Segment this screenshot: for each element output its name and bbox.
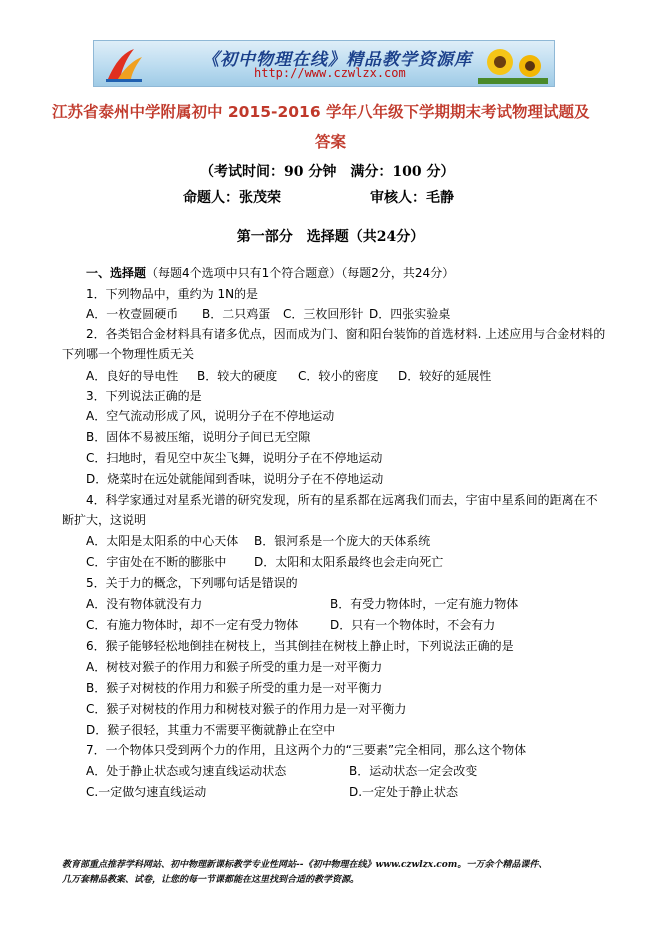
q6-option-a: A．树枝对猴子的作用力和猴子所受的重力是一对平衡力	[86, 660, 383, 674]
q2-option-c: C．较小的密度	[298, 369, 379, 383]
q2-option-b: B．较大的硬度	[197, 369, 278, 383]
page-footer	[62, 858, 602, 888]
q4-option-b: B．银河系是一个庞大的天体系统	[254, 534, 431, 548]
question-4-line1: 4．科学家通过对星系光谱的研究发现，所有的星系都在远离我们而去，宇宙中星系间的距离在不	[86, 493, 598, 507]
banner-title: 《初中物理在线》精品教学资源库	[202, 50, 472, 70]
q1-option-d: D．四张实验桌	[369, 307, 451, 321]
q7-option-d: D.一定处于静止状态	[349, 785, 459, 799]
q3-option-b: B．固体不易被压缩，说明分子间已无空隙	[86, 430, 311, 444]
q5-option-b: B．有受力物体时，一定有施力物体	[330, 597, 519, 611]
section-heading	[86, 265, 454, 281]
banner-url: http://www.czwlzx.com	[254, 66, 406, 80]
sunflower-icon	[478, 44, 548, 84]
q6-option-b: B．猴子对树枝的作用力和猴子所受的重力是一对平衡力	[86, 681, 383, 695]
section-label: 一、选择题	[86, 266, 147, 280]
q7-option-a: A．处于静止状态或匀速直线运动状态	[86, 764, 287, 778]
question-6: 6．猴子能够轻松地倒挂在树枝上，当其倒挂在树枝上静止时，下列说法正确的是	[86, 639, 514, 653]
section-title: 第一部分 选择题（共24分）	[236, 229, 425, 245]
site-logo-icon	[104, 45, 144, 83]
q3-option-a: A．空气流动形成了风，说明分子在不停地运动	[86, 409, 335, 423]
q7-option-c: C.一定做匀速直线运动	[86, 785, 207, 799]
question-4-line2: 断扩大，这说明	[62, 513, 147, 527]
q1-option-c: C．三枚回形针	[283, 307, 364, 321]
q5-option-d: D．只有一个物体时，不会有力	[330, 618, 496, 632]
footer-line2: 几万套精品教案、试卷，让您的每一节课都能在这里找到合适的教学资源。	[62, 875, 360, 885]
q2-option-a: A．良好的导电性	[86, 369, 179, 383]
section-note: （每题4个选项中只有1个符合题意）（每题2分，共24分）	[146, 266, 455, 280]
q6-option-c: C．猴子对树枝的作用力和树枝对猴子的作用力是一对平衡力	[86, 702, 407, 716]
author: 命题人：张茂荣	[183, 190, 281, 206]
q3-option-d: D．烧菜时在远处就能闻到香味，说明分子在不停地运动	[86, 472, 384, 486]
question-1: 1．下列物品中，重约为 1N的是	[86, 287, 259, 301]
q6-option-d: D．猴子很轻，其重力不需要平衡就静止在空中	[86, 723, 336, 737]
header-banner	[93, 40, 555, 87]
question-7: 7．一个物体只受到两个力的作用，且这两个力的“三要素”完全相同，那么这个物体	[86, 743, 527, 757]
footer-line1: 教育部重点推荐学科网站、初中物理新课标教学专业性网站--《初中物理在线》www.czwlzx.com。一万余个精品课件、	[62, 860, 548, 870]
q1-option-b: B．二只鸡蛋	[202, 307, 271, 321]
question-5: 5．关于力的概念，下列哪句话是错误的	[86, 576, 298, 590]
q4-option-a: A．太阳是太阳系的中心天体	[86, 534, 239, 548]
question-2-line2: 下列哪一个物理性质无关	[62, 347, 195, 361]
q2-option-d: D．较好的延展性	[398, 369, 492, 383]
reviewer: 审核人：毛静	[370, 190, 454, 206]
question-3: 3．下列说法正确的是	[86, 389, 202, 403]
q4-option-c: C．宇宙处在不断的膨胀中	[86, 555, 227, 569]
document-title-line1: 江苏省泰州中学附属初中 2015-2016 学年八年级下学期期末考试物理试题及	[52, 103, 590, 121]
question-2-line1: 2．各类铝合金材料具有诸多优点，因而成为门、窗和阳台装饰的首选材料. 上述应用与合金材料的	[86, 327, 606, 341]
q3-option-c: C．扫地时，看见空中灰尘飞舞，说明分子在不停地运动	[86, 451, 383, 465]
q4-option-d: D．太阳和太阳系最终也会走向死亡	[254, 555, 444, 569]
q7-option-b: B．运动状态一定会改变	[349, 764, 478, 778]
q1-option-a: A．一枚壹圆硬币	[86, 307, 179, 321]
exam-info: （考试时间：90 分钟 满分：100 分）	[200, 164, 455, 180]
document-title-line2: 答案	[314, 133, 346, 151]
q5-option-c: C．有施力物体时，却不一定有受力物体	[86, 618, 299, 632]
q5-option-a: A．没有物体就没有力	[86, 597, 203, 611]
